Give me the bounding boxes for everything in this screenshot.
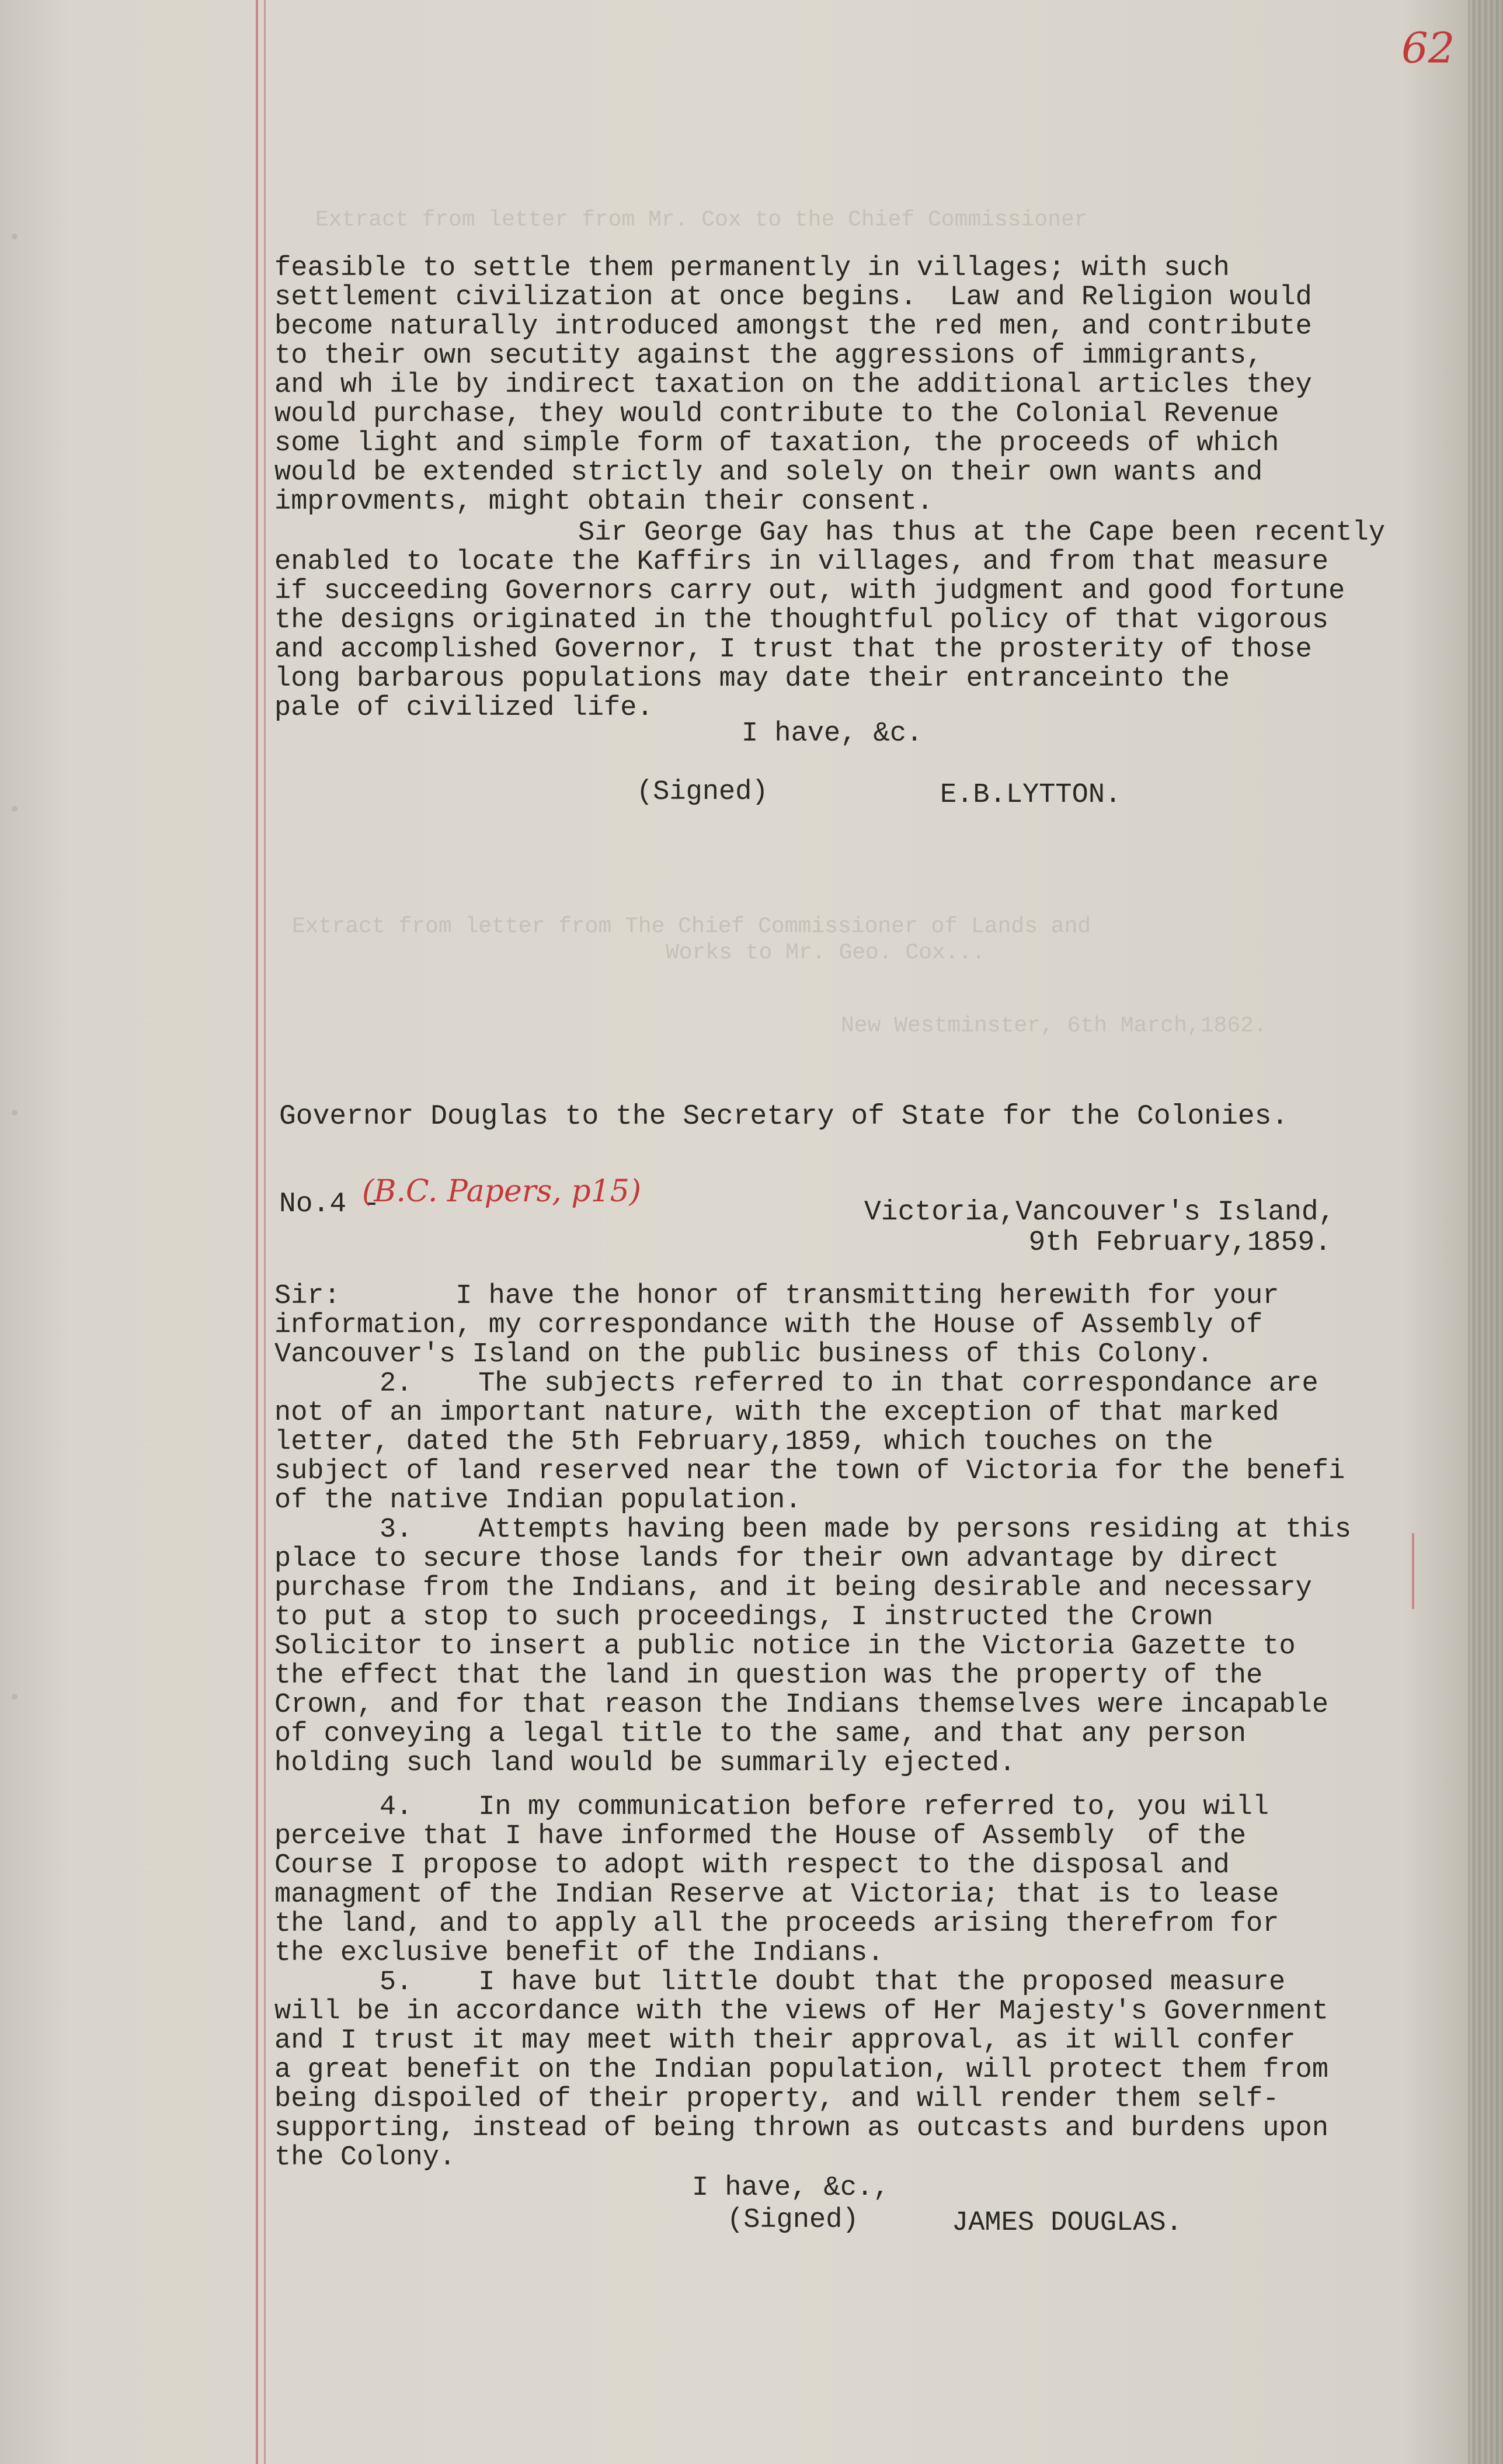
letter1-paragraph1 (274, 254, 1436, 517)
punch-hole (12, 806, 18, 812)
letter2-paragraph3 (274, 1516, 1436, 1778)
text-line: not of an important nature, with the exception of that marked (274, 1398, 1279, 1429)
letter2-number: No.4 - (279, 1188, 380, 1220)
letter2-title: Governor Douglas to the Secretary of State for the Colonies. (279, 1101, 1289, 1132)
letter2-signature: JAMES DOUGLAS. (952, 2208, 1182, 2239)
punch-hole (12, 1694, 18, 1700)
letter2-date: 9th February,1859. (1028, 1227, 1331, 1259)
punch-hole (12, 1110, 18, 1115)
text-line: the effect that the land in question was the property of the (274, 1660, 1263, 1691)
letter2-place: Victoria,Vancouver's Island, (864, 1197, 1335, 1228)
text-line: become naturally introduced amongst the red men, and contribute (274, 311, 1312, 342)
text-line: of conveying a legal title to the same, and that any person (274, 1719, 1247, 1750)
text-line: managment of the Indian Reserve at Victoria; that is to lease (274, 1879, 1279, 1910)
text-line: letter, dated the 5th February,1859, which touches on the (274, 1427, 1213, 1458)
text-line: place to secure those lands for their own advantage by direct (274, 1544, 1279, 1575)
folio-number: 62 (1401, 23, 1455, 72)
text-line: feasible to settle them permanently in villages; with such (274, 253, 1230, 284)
text-line: would purchase, they would contribute to the Colonial Revenue (274, 399, 1279, 430)
punch-hole (12, 234, 18, 239)
bleed-through-text: New Westminster, 6th March,1862. (841, 1013, 1267, 1038)
text-line: supporting, instead of being thrown as outcasts and burdens upon (274, 2113, 1329, 2144)
letter1-signed: (Signed) (636, 777, 768, 808)
letter2-paragraph1 (274, 1282, 1436, 1370)
margin-pencil-mark (1412, 1533, 1414, 1609)
text-line: the designs originated in the thoughtful policy of that vigorous (274, 605, 1329, 636)
text-line: enabled to locate the Kaffirs in villages, and from that measure (274, 547, 1329, 578)
text-line: and accomplished Governor, I trust that the prosterity of those (274, 634, 1312, 665)
text-line: the exclusive benefit of the Indians. (274, 1938, 884, 1969)
letter2-paragraph5 (274, 1968, 1436, 2173)
text-line: the land, and to apply all the proceeds arising therefrom for (274, 1909, 1279, 1940)
text-line: Course I propose to adopt with respect to the disposal and (274, 1850, 1230, 1881)
margin-rule-inner (264, 0, 266, 2464)
letter2-place-date (864, 1197, 1335, 1259)
text-line: Sir: I have the honor of transmitting herewith for your (274, 1281, 1279, 1312)
text-line: and I trust it may meet with their approval, as it will confer (274, 2025, 1296, 2056)
text-line: a great benefit on the Indian population, will protect them from (274, 2055, 1329, 2086)
text-line: of the native Indian population. (274, 1485, 802, 1516)
bleed-through-text: Works to Mr. Geo. Cox... (666, 940, 986, 965)
text-line: Solicitor to insert a public notice in the Victoria Gazette to (274, 1631, 1296, 1662)
text-line: pale of civilized life. (274, 693, 653, 724)
text-line: to their own secutity against the aggressions of immigrants, (274, 340, 1263, 371)
text-line: would be extended strictly and solely on their own wants and (274, 457, 1263, 488)
text-line: 5. I have but little doubt that the proposed measure (380, 1967, 1286, 1998)
text-line: 3. Attempts having been made by persons residing at this (380, 1514, 1352, 1545)
bleed-through-text: Extract from letter from The Chief Commissioner of Lands and (292, 914, 1091, 939)
letter2-signed: (Signed) (727, 2205, 859, 2236)
text-line: if succeeding Governors carry out, with judgment and good fortune (274, 576, 1345, 607)
text-line: will be in accordance with the views of Her Majesty's Government (274, 1996, 1329, 2027)
text-line: Vancouver's Island on the public business of this Colony. (274, 1339, 1213, 1370)
text-line: information, my correspondance with the House of Assembly of (274, 1310, 1263, 1341)
text-line: Crown, and for that reason the Indians themselves were incapable (274, 1690, 1329, 1721)
text-line: holding such land would be summarily ejected. (274, 1748, 1016, 1779)
letter2-paragraph4 (274, 1793, 1436, 1968)
text-line: purchase from the Indians, and it being desirable and necessary (274, 1573, 1312, 1604)
text-line: perceive that I have informed the House of Assembly of the (274, 1821, 1247, 1852)
handwritten-annotation: (B.C. Papers, p15) (362, 1174, 642, 1209)
text-line: 2. The subjects referred to in that correspondance are (380, 1368, 1318, 1399)
text-line: long barbarous populations may date their entranceinto the (274, 663, 1230, 694)
text-line: some light and simple form of taxation, the proceeds of which (274, 428, 1279, 459)
letter2-paragraph2 (274, 1370, 1436, 1516)
text-line: subject of land reserved near the town of Victoria for the benefi (274, 1456, 1345, 1487)
text-line: 4. In my communication before referred to, you will (380, 1792, 1269, 1823)
text-line: being dispoiled of their property, and will render them self- (274, 2084, 1279, 2115)
text-line: settlement civilization at once begins. Law and Religion would (274, 282, 1312, 313)
margin-rule (256, 0, 258, 2464)
letter1-signature: E.B.LYTTON. (940, 780, 1122, 811)
letter2-closing: I have, &c., (692, 2173, 890, 2204)
text-line: improvments, might obtain their consent. (274, 486, 934, 517)
page-binding-edge (1468, 0, 1503, 2464)
text-line: and wh ile by indirect taxation on the additional articles they (274, 370, 1312, 401)
letter1-paragraph2 (274, 519, 1436, 723)
text-line: Sir George Gay has thus at the Cape been recently (578, 517, 1386, 548)
text-line: the Colony. (274, 2142, 456, 2173)
letter1-closing: I have, &c. (742, 718, 923, 749)
text-line: to put a stop to such proceedings, I instructed the Crown (274, 1602, 1213, 1633)
bleed-through-text: Extract from letter from Mr. Cox to the Chief Commissioner (315, 207, 1088, 232)
